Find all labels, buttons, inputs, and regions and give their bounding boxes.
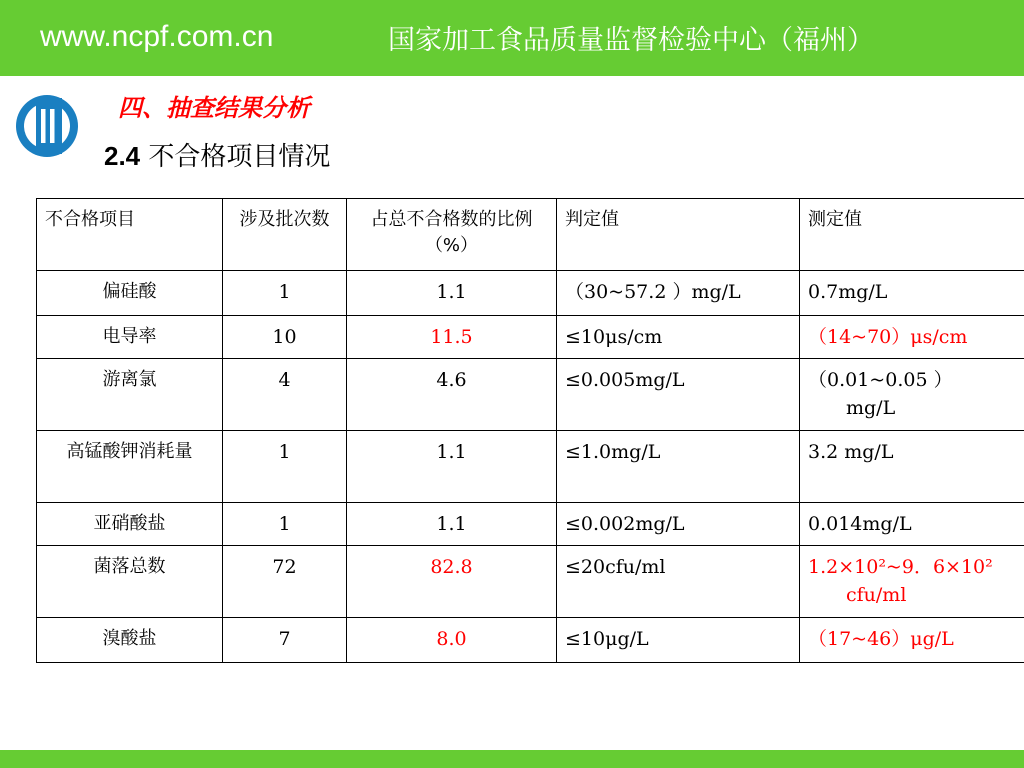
results-table (36, 198, 1024, 663)
cell-item: 偏硅酸 (37, 271, 223, 316)
cell-ratio: 4.6 (347, 359, 557, 431)
cell-batches: 1 (223, 271, 347, 316)
cell-measured: 0.014mg/L (800, 503, 1024, 546)
cell-batches: 72 (223, 546, 347, 618)
cell-measured (800, 546, 1024, 618)
table-row (37, 618, 1024, 663)
cell-measured: 3.2 mg/L (800, 431, 1024, 503)
cell-measured: 0.7mg/L (800, 271, 1024, 316)
table-row (37, 546, 1024, 618)
col-header-batches: 涉及批次数 (223, 199, 347, 271)
cell-ratio: 8.0 (347, 618, 557, 663)
cell-item: 菌落总数 (37, 546, 223, 618)
cell-standard: ≤0.002mg/L (557, 503, 800, 546)
cell-measured: （17~46）μg/L (800, 618, 1024, 663)
section-heading: 四、抽查结果分析 (118, 93, 310, 122)
footer-bar (0, 750, 1024, 768)
cell-batches: 1 (223, 503, 347, 546)
cell-standard: （30~57.2 ）mg/L (557, 271, 800, 316)
cell-measured (800, 359, 1024, 431)
table-row (37, 503, 1024, 546)
cell-ratio: 11.5 (347, 316, 557, 359)
cell-item: 游离氯 (37, 359, 223, 431)
sub-heading-title: 不合格项目情况 (148, 142, 331, 172)
cell-measured: （14~70）μs/cm (800, 316, 1024, 359)
cell-batches: 10 (223, 316, 347, 359)
cell-ratio: 1.1 (347, 431, 557, 503)
cell-standard: ≤10μg/L (557, 618, 800, 663)
table-row (37, 316, 1024, 359)
cell-item: 亚硝酸盐 (37, 503, 223, 546)
cell-batches: 4 (223, 359, 347, 431)
cell-standard: ≤20cfu/ml (557, 546, 800, 618)
cell-measured-line1: 1.2×10²~9．6×10² (808, 556, 993, 578)
cell-measured-line2: mg/L (846, 396, 896, 419)
cell-item: 溴酸盐 (37, 618, 223, 663)
site-url[interactable]: www.ncpf.com.cn (40, 20, 274, 53)
sub-heading-number: 2.4 (104, 141, 141, 171)
col-header-standard: 判定值 (557, 199, 800, 271)
cell-batches: 7 (223, 618, 347, 663)
cell-standard: ≤10μs/cm (557, 316, 800, 359)
cell-ratio: 82.8 (347, 546, 557, 618)
col-header-measured: 测定值 (800, 199, 1024, 271)
cell-item: 电导率 (37, 316, 223, 359)
sub-heading (104, 136, 330, 173)
col-header-ratio: 占总不合格数的比例（%） (347, 199, 557, 271)
cell-standard: ≤0.005mg/L (557, 359, 800, 431)
cell-item: 高锰酸钾消耗量 (37, 431, 223, 503)
cell-standard: ≤1.0mg/L (557, 431, 800, 503)
org-name: 国家加工食品质量监督检验中心（福州） (388, 25, 874, 56)
table-row (37, 431, 1024, 503)
header-bar (0, 0, 1024, 76)
table-row (37, 359, 1024, 431)
table-header-row (37, 199, 1024, 271)
cell-batches: 1 (223, 431, 347, 503)
cell-measured-line2: cfu/ml (846, 583, 907, 606)
cell-ratio: 1.1 (347, 503, 557, 546)
cii-logo-icon (14, 93, 80, 159)
cell-measured-line1: （0.01~0.05 ） (808, 369, 953, 391)
cell-ratio: 1.1 (347, 271, 557, 316)
table-row (37, 271, 1024, 316)
col-header-item: 不合格项目 (37, 199, 223, 271)
